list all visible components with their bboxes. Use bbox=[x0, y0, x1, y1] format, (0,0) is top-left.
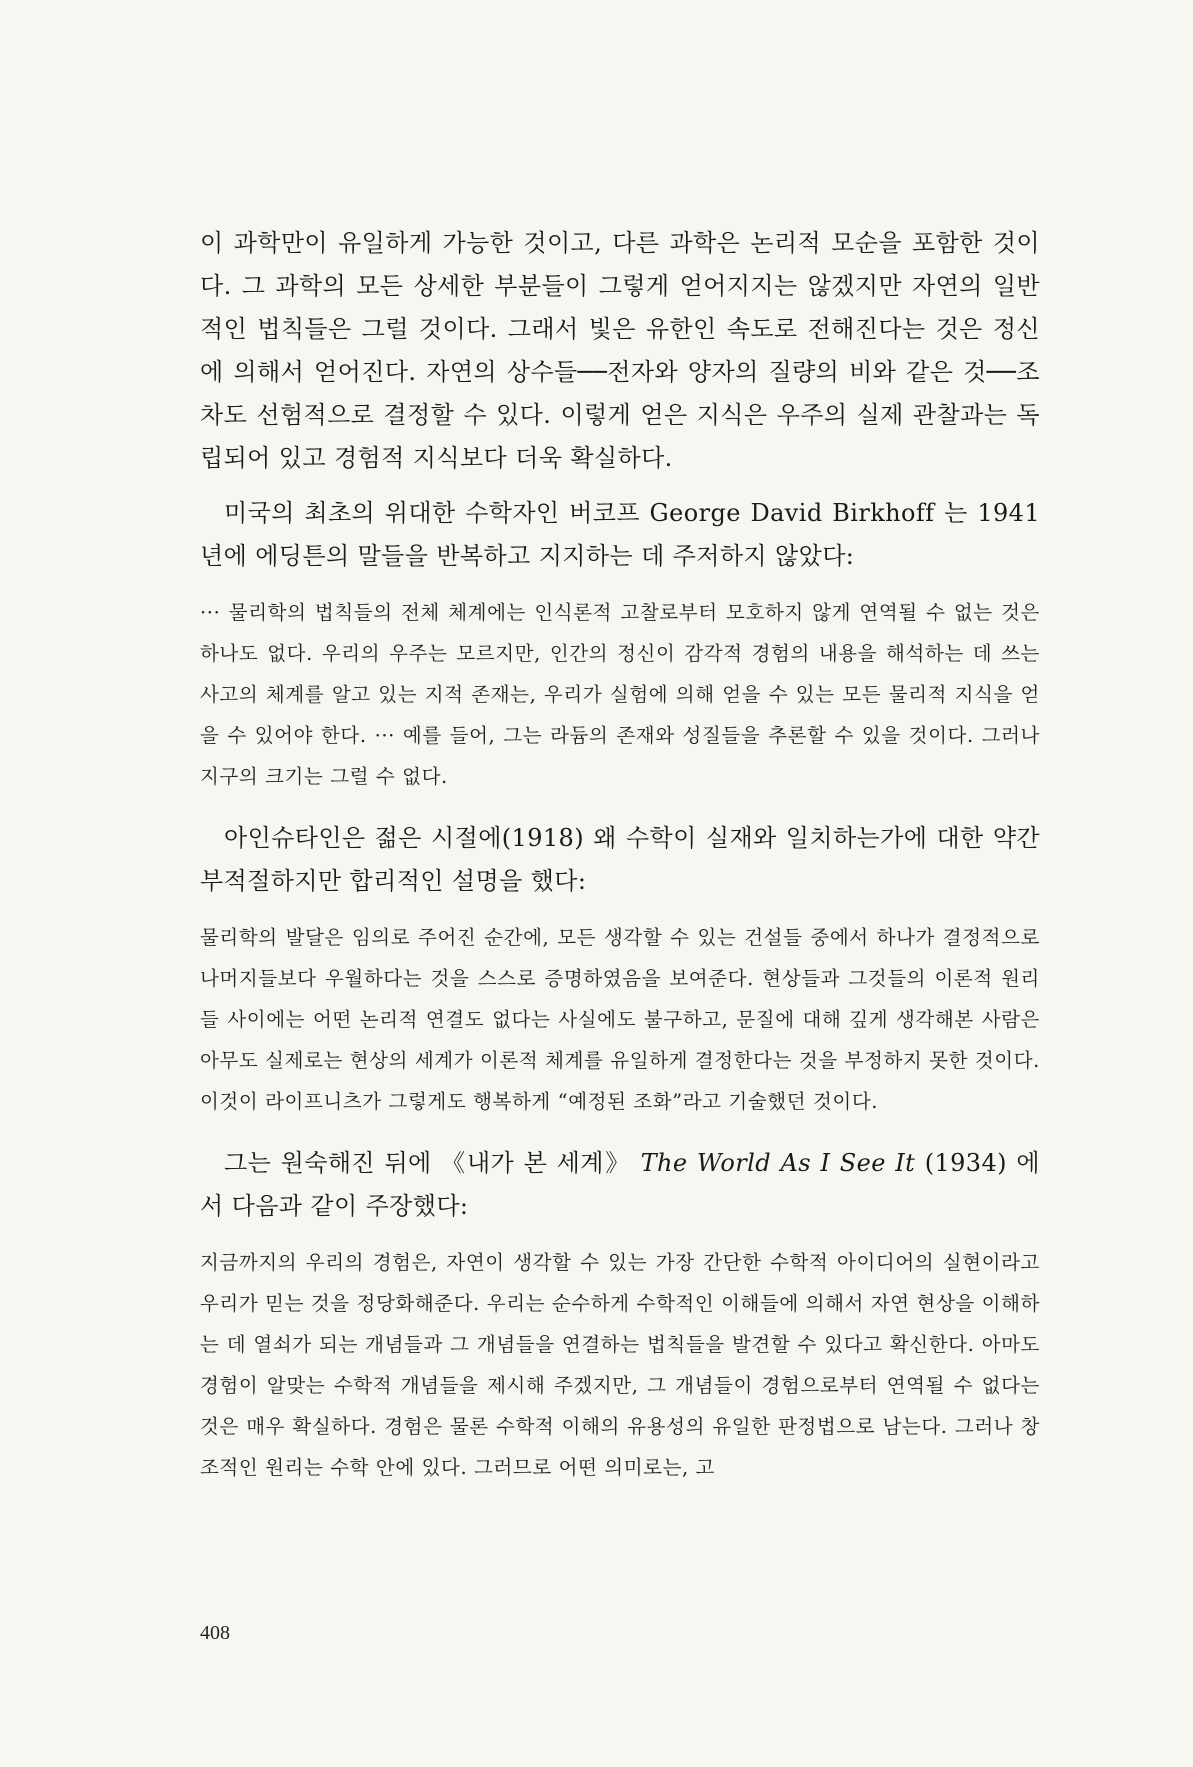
quote-birkhoff: ··· 물리학의 법칙들의 전체 체계에는 인식론적 고찰로부터 모호하지 않게 연역될 수 없는 것은 하나도 없다. 우리의 우주는 모르지만, 인간의 정신이 감각적 경험의 내용을 해석하는 데 쓰는 사고의 체계를 알고 있는 지적 존재는, 우리가 실험에 의해 얻을 수 있는 모든 물리적 지식을 얻을 수 있어야 한다. ··· 예를 들어, 그는 라듐의 존재와 성질들을 추론할 수 있을 것이다. 그러나 지구의 크기는 그럴 수 없다. bbox=[200, 601, 1040, 788]
paragraph-text-before-title: 그는 원숙해진 뒤에 《내가 본 세계》 bbox=[224, 1149, 632, 1177]
page-body bbox=[200, 222, 1040, 1488]
page-number: 408 bbox=[200, 1622, 230, 1644]
paragraph-text-after-title: (1934) 에서 다음과 같이 주장했다: bbox=[200, 1149, 1040, 1220]
quote-einstein-1934: 지금까지의 우리의 경험은, 자연이 생각할 수 있는 가장 간단한 수학적 아이디어의 실현이라고 우리가 믿는 것을 정당화해준다. 우리는 순수하게 수학적인 이해들에 의해서 자연 현상을 이해하는 데 열쇠가 되는 개념들과 그 개념들을 연결하는 법칙들을 발견할 수 있다고 확신한다. 아마도 경험이 알맞는 수학적 개념들을 제시해 주겠지만, 그 개념들이 경험으로부터 연역될 수 없다는 것은 매우 확실하다. 경험은 물론 수학적 이해의 유용성의 유일한 판정법으로 남는다. 그러나 창조적인 원리는 수학 안에 있다. 그러므로 어떤 의미로는, 고 bbox=[200, 1251, 1040, 1479]
paragraph-einstein-intro: 아인슈타인은 젊은 시절에(1918) 왜 수학이 실재와 일치하는가에 대한 약간 부적절하지만 합리적인 설명을 했다: bbox=[200, 824, 1040, 895]
paragraph-birkhoff-intro: 미국의 최초의 위대한 수학자인 버코프 George David Birkhoff 는 1941년에 에딩튼의 말들을 반복하고 지지하는 데 주저하지 않았다: bbox=[200, 499, 1040, 570]
paragraph-continuation: 이 과학만이 유일하게 가능한 것이고, 다른 과학은 논리적 모순을 포함한 것이다. 그 과학의 모든 상세한 부분들이 그렇게 얻어지지는 않겠지만 자연의 일반적인 법칙들은 그럴 것이다. 그래서 빛은 유한인 속도로 전해진다는 것은 정신에 의해서 얻어진다. 자연의 상수들──전자와 양자의 질량의 비와 같은 것──조차도 선험적으로 결정할 수 있다. 이렇게 얻은 지식은 우주의 실제 관찰과는 독립되어 있고 경험적 지식보다 더욱 확실하다. bbox=[200, 229, 1040, 472]
paragraph-world-as-i-see-it bbox=[200, 1142, 1040, 1228]
book-title: The World As I See It bbox=[640, 1149, 916, 1177]
quote-einstein-1918: 물리학의 발달은 임의로 주어진 순간에, 모든 생각할 수 있는 건설들 중에서 하나가 결정적으로 나머지들보다 우월하다는 것을 스스로 증명하였음을 보여준다. 현상들과 그것들의 이론적 원리들 사이에는 어떤 논리적 연결도 없다는 사실에도 불구하고, 문질에 대해 깊게 생각해본 사람은 아무도 실제로는 현상의 세계가 이론적 체계를 유일하게 결정한다는 것을 부정하지 못한 것이다. 이것이 라이프니츠가 그렇게도 행복하게 “예정된 조화”라고 기술했던 것이다. bbox=[200, 926, 1040, 1113]
